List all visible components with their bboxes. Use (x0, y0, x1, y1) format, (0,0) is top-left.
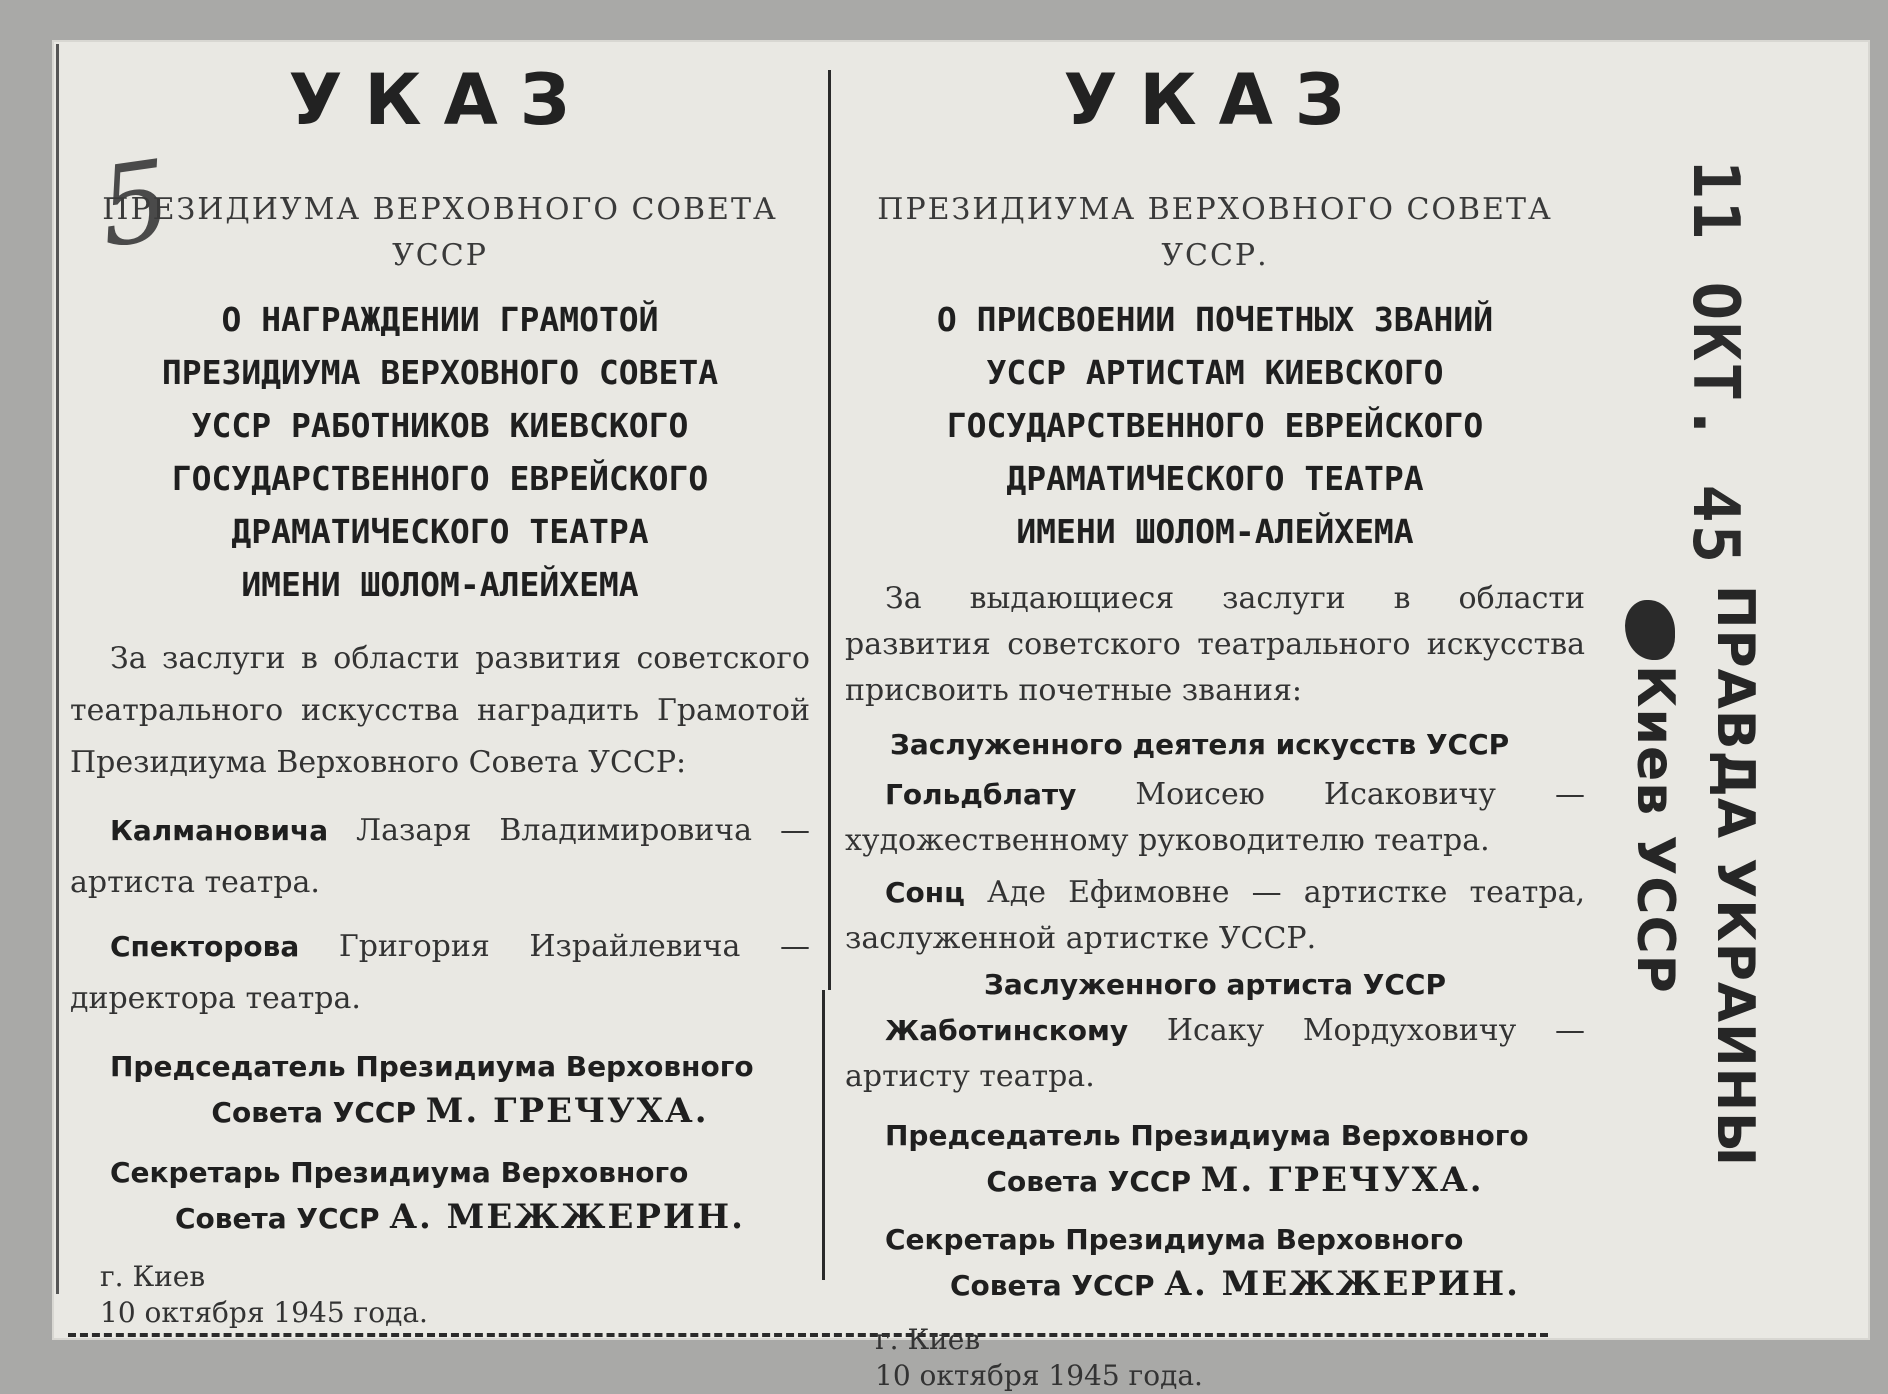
decree-headline: О НАГРАЖДЕНИИ ГРАМОТОЙ ПРЕЗИДИУМА ВЕРХОВНОГО СОВЕТА УССР РАБОТНИКОВ КИЕВСКОГО ГОСУДАРСТВЕННОГО ЕВРЕЙСКОГО ДРАМАТИЧЕСКОГО ТЕАТРА ИМЕНИ ШОЛОМ-АЛЕЙХЕМА (161, 300, 719, 604)
newspaper-stamp: ПРАВДА УКРАИНЫ (1705, 585, 1765, 1168)
decree-place-date: г. Киев 10 октября 1945 года. (100, 1260, 428, 1329)
presidium-heading: ПРЕЗИДИУМА ВЕРХОВНОГО СОВЕТА УССР (102, 192, 778, 273)
secretary-signature: Секретарь Президиума Верховного Совета УССР А. МЕЖЖЕРИН. (110, 1156, 746, 1237)
decree-intro: За выдающиеся заслуги в области развития советского театрального искусства присвоить почетные звания: (845, 581, 1585, 708)
presidium-heading: ПРЕЗИДИУМА ВЕРХОВНОГО СОВЕТА УССР. (877, 192, 1553, 273)
chairman-signature: Председатель Президиума Верховного Совета УССР М. ГРЕЧУХА. (110, 1050, 754, 1131)
decree-intro: За заслуги в области развития советского театрального искусства наградить Грамотой Президиума Верховного Совета УССР: (70, 641, 810, 780)
column-divider (828, 70, 831, 990)
pencil-number: 5 (91, 135, 179, 273)
date-stamp: 11 ОКТ. 45 (1678, 160, 1752, 566)
city-stamp: Киев УССР (1625, 665, 1685, 994)
awardee-item: Сонц Аде Ефимовне — артистке театра, заслуженной артистке УССР. (845, 875, 1585, 956)
decree-title: УКАЗ (1063, 59, 1367, 141)
left-border-rule (56, 44, 59, 1294)
decree-right (845, 55, 1585, 1394)
awardee-item: Спекторова Григория Израйлевича — директора театра. (70, 929, 810, 1016)
decree-place-date: г. Киев 10 октября 1945 года. (875, 1323, 1203, 1392)
awardee-item: Жаботинскому Исаку Мордуховичу — артисту театра. (845, 1013, 1585, 1094)
chairman-signature: Председатель Президиума Верховного Совета УССР М. ГРЕЧУХА. (885, 1119, 1529, 1200)
awardee-item: Гольдблату Моисею Исаковичу — художественному руководителю театра. (845, 777, 1585, 858)
honorary-title: Заслуженного деятеля искусств УССР (890, 728, 1510, 761)
decree-title: УКАЗ (288, 59, 592, 141)
decree-left (70, 55, 810, 1331)
secretary-signature: Секретарь Президиума Верховного Совета УССР А. МЕЖЖЕРИН. (885, 1223, 1521, 1304)
awardee-item: Калмановича Лазаря Владимировича — артиста театра. (70, 813, 810, 900)
decree-headline: О ПРИСВОЕНИИ ПОЧЕТНЫХ ЗВАНИЙ УССР АРТИСТАМ КИЕВСКОГО ГОСУДАРСТВЕННОГО ЕВРЕЙСКОГО ДРАМАТИЧЕСКОГО ТЕАТРА ИМЕНИ ШОЛОМ-АЛЕЙХЕМА (936, 300, 1494, 551)
column-divider-lower (822, 990, 825, 1280)
honorary-title: Заслуженного артиста УССР (984, 968, 1446, 1001)
